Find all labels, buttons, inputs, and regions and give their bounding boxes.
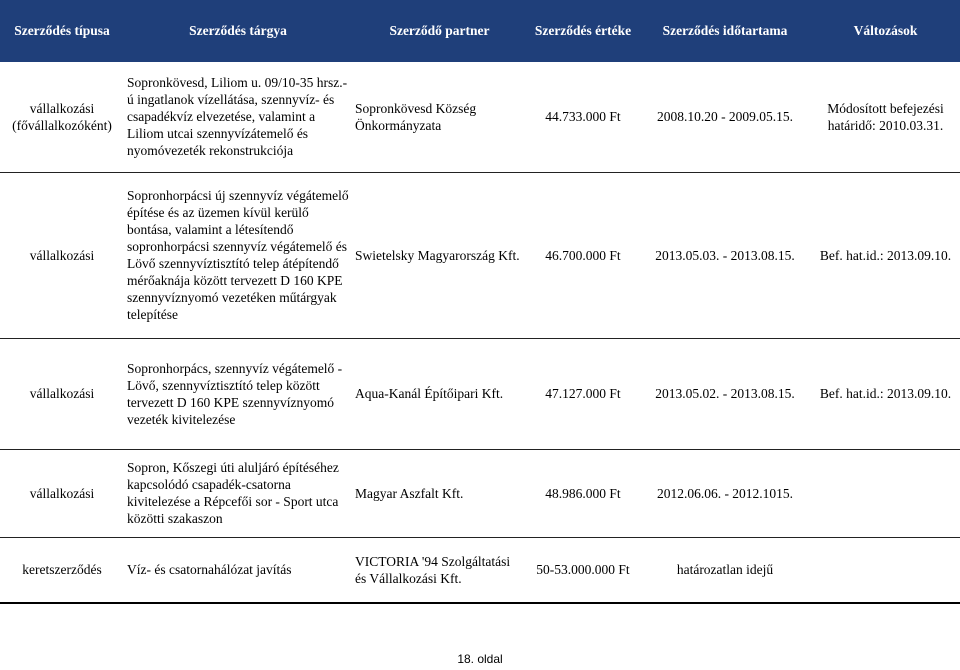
cell-duration: 2012.06.06. - 2012.1015. [639, 449, 811, 537]
page-number: 18. oldal [457, 652, 503, 666]
cell-changes [811, 449, 960, 537]
header-subject: Szerződés tárgya [124, 0, 352, 62]
cell-partner: Sopronkövesd Község Önkormányzata [352, 62, 527, 172]
table-row [0, 172, 960, 338]
cell-duration: 2013.05.03. - 2013.08.15. [639, 172, 811, 338]
cell-subject: Sopronkövesd, Liliom u. 09/10-35 hrsz.-ú ingatlanok vízellátása, szennyvíz- és csapadékvíz elvezetése, valamint a Liliom utcai szennyvízátemelő és nyomóvezeték rekonstrukciója [124, 62, 352, 172]
cell-partner: VICTORIA '94 Szolgáltatási és Vállalkozási Kft. [352, 537, 527, 603]
cell-partner: Magyar Aszfalt Kft. [352, 449, 527, 537]
cell-subject: Sopron, Kőszegi úti aluljáró építéséhez kapcsolódó csapadék-csatorna kivitelezése a Répcefői sor - Sport utca közötti szakaszon [124, 449, 352, 537]
cell-duration: határozatlan idejű [639, 537, 811, 603]
cell-changes: Módosított befejezési határidő: 2010.03.31. [811, 62, 960, 172]
header-changes: Változások [811, 0, 960, 62]
table-row [0, 338, 960, 449]
cell-subject: Sopronhorpács, szennyvíz végátemelő - Lövő, szennyvíztisztító telep között tervezett D 160 KPE szennyvíznyomó vezeték kivitelezése [124, 338, 352, 449]
table-header-row [0, 0, 960, 62]
cell-type: vállalkozási [0, 172, 124, 338]
cell-type: vállalkozási [0, 338, 124, 449]
cell-value: 47.127.000 Ft [527, 338, 639, 449]
cell-value: 48.986.000 Ft [527, 449, 639, 537]
cell-subject: Sopronhorpácsi új szennyvíz végátemelő építése és az üzemen kívül kerülő bontása, valamint a létesítendő sopronhorpácsi szennyvíz végátemelő és Lövő szennyvíztisztító telep átépítendő mérőaknája között tervezett D 160 KPE szennyvíznyomó vezetéken műtárgyak telepítése [124, 172, 352, 338]
header-value: Szerződés értéke [527, 0, 639, 62]
cell-duration: 2013.05.02. - 2013.08.15. [639, 338, 811, 449]
table-row [0, 449, 960, 537]
table-row [0, 537, 960, 603]
header-partner: Szerződő partner [352, 0, 527, 62]
cell-changes: Bef. hat.id.: 2013.09.10. [811, 338, 960, 449]
cell-subject: Víz- és csatornahálózat javítás [124, 537, 352, 603]
cell-partner: Swietelsky Magyarország Kft. [352, 172, 527, 338]
cell-type: keretszerződés [0, 537, 124, 603]
cell-changes: Bef. hat.id.: 2013.09.10. [811, 172, 960, 338]
header-duration: Szerződés időtartama [639, 0, 811, 62]
cell-value: 46.700.000 Ft [527, 172, 639, 338]
cell-value: 44.733.000 Ft [527, 62, 639, 172]
header-type: Szerződés típusa [0, 0, 124, 62]
cell-type: vállalkozási [0, 449, 124, 537]
cell-changes [811, 537, 960, 603]
cell-type: vállalkozási (fővállalkozóként) [0, 62, 124, 172]
cell-partner: Aqua-Kanál Építőipari Kft. [352, 338, 527, 449]
table-row [0, 62, 960, 172]
cell-duration: 2008.10.20 - 2009.05.15. [639, 62, 811, 172]
cell-value: 50-53.000.000 Ft [527, 537, 639, 603]
